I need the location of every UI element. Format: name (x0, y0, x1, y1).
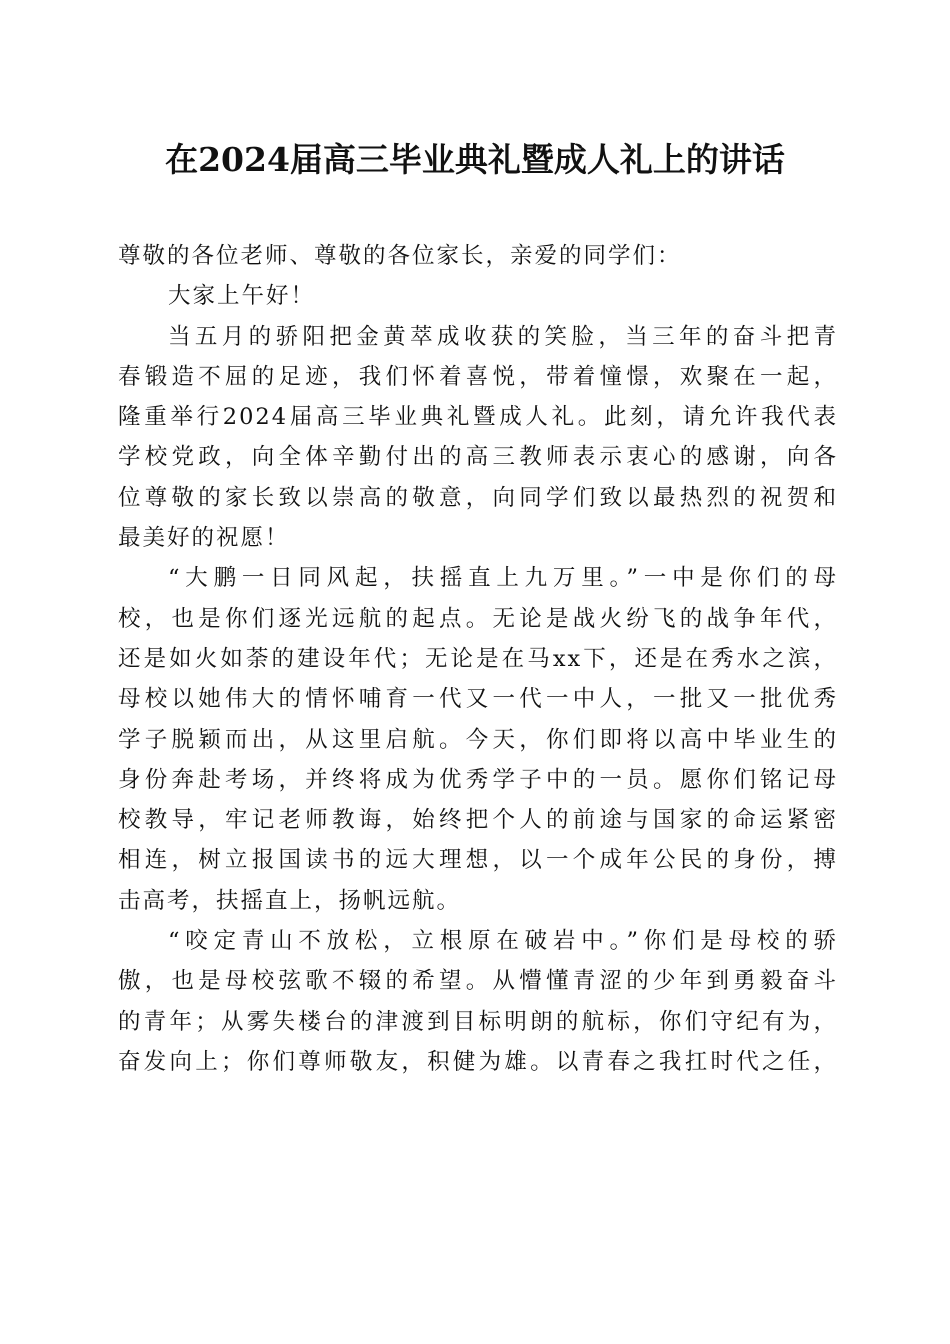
paragraph-line: 还是如火如荼的建设年代；无论是在马xx下，还是在秀水之滨， (118, 645, 838, 672)
speech-title: 在2024届高三毕业典礼暨成人礼上的讲话 (165, 140, 785, 179)
paragraph-line: “咬定青山不放松，立根原在破岩中。”你们是母校的骄 (168, 928, 838, 955)
paragraph-line: 学子脱颖而出，从这里启航。今天，你们即将以高中毕业生的 (118, 726, 838, 753)
paragraph-line: 校，也是你们逐光远航的起点。无论是战火纷飞的战争年代， (118, 605, 838, 632)
paragraph-line: 相连，树立报国读书的远大理想，以一个成年公民的身份，搏 (118, 847, 838, 874)
paragraph-2 (118, 558, 838, 921)
paragraph-1 (118, 317, 838, 559)
paragraph-line: 隆重举行2024届高三毕业典礼暨成人礼。此刻，请允许我代表 (118, 404, 838, 431)
salutation: 尊敬的各位老师、尊敬的各位家长，亲爱的同学们： (118, 243, 682, 269)
paragraph-line: 春锻造不屈的足迹，我们怀着喜悦，带着憧憬，欢聚在一起， (118, 363, 838, 390)
paragraph-line: 的青年；从雾失楼台的津渡到目标明朗的航标，你们守纪有为， (118, 1008, 838, 1035)
paragraph-line: 傲，也是母校弦歌不辍的希望。从懵懂青涩的少年到勇毅奋斗 (118, 968, 838, 995)
paragraph-line: “大鹏一日同风起，扶摇直上九万里。”一中是你们的母 (168, 565, 838, 592)
paragraph-line: 学校党政，向全体辛勤付出的高三教师表示衷心的感谢，向各 (118, 444, 838, 471)
paragraph-line: 击高考，扶摇直上，扬帆远航。 (118, 887, 462, 914)
paragraph-line: 奋发向上；你们尊师敬友，积健为雄。以青春之我扛时代之任， (118, 1048, 838, 1075)
paragraph-line: 校教导，牢记老师教诲，始终把个人的前途与国家的命运紧密 (118, 807, 838, 834)
paragraph-line: 最美好的祝愿！ (118, 525, 290, 552)
speech-body (118, 236, 838, 1082)
paragraph-line: 身份奔赴考场，并终将成为优秀学子中的一员。愿你们铭记母 (118, 766, 838, 793)
paragraph-line: 母校以她伟大的情怀哺育一代又一代一中人，一批又一批优秀 (118, 686, 838, 713)
paragraph-line: 位尊敬的家长致以崇高的敬意，向同学们致以最热烈的祝贺和 (118, 484, 838, 511)
greeting: 大家上午好！ (168, 283, 316, 310)
paragraph-3 (118, 921, 838, 1082)
paragraph-line: 当五月的骄阳把金黄萃成收获的笑脸，当三年的奋斗把青 (168, 323, 838, 350)
